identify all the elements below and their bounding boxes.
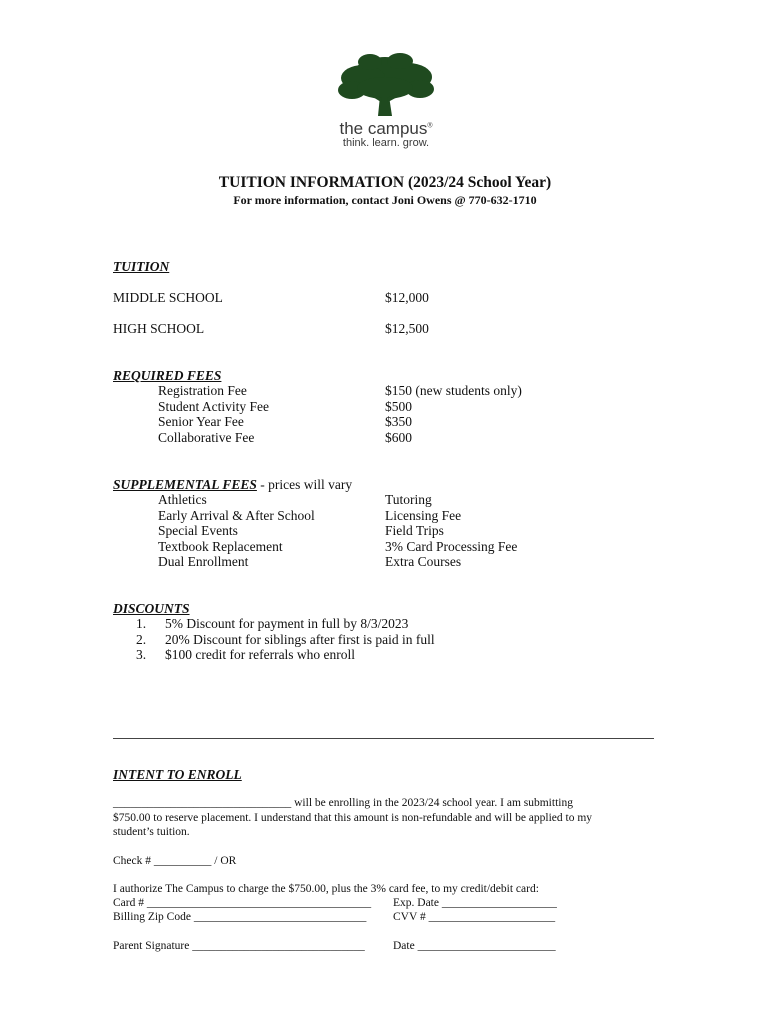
supplemental-item: Field Trips [385, 523, 444, 538]
intent-text: student’s tuition. [113, 826, 190, 838]
date-field[interactable]: Date ________________________ [393, 940, 556, 952]
fee-value: $350 [385, 414, 412, 429]
fee-label: Registration Fee [158, 383, 247, 398]
cvv-field[interactable]: CVV # ______________________ [393, 911, 556, 923]
oak-tree-icon [330, 52, 440, 118]
supplemental-fees-heading: SUPPLEMENTAL FEES [113, 477, 257, 492]
fee-label: Student Activity Fee [158, 399, 269, 414]
supplemental-item: Textbook Replacement [158, 539, 283, 554]
tuition-label: MIDDLE SCHOOL [113, 290, 223, 305]
supplemental-item: Dual Enrollment [158, 554, 249, 569]
fee-value: $500 [385, 399, 412, 414]
page-title: TUITION INFORMATION (2023/24 School Year) [218, 174, 552, 191]
tuition-heading: TUITION [113, 259, 170, 274]
authorize-text: I authorize The Campus to charge the $750.00, plus the 3% card fee, to my credit/debit card: [113, 883, 539, 895]
supplemental-item: 3% Card Processing Fee [385, 539, 518, 554]
campus-logo [330, 52, 440, 152]
supplemental-fees-header [113, 477, 352, 493]
required-fees-heading: REQUIRED FEES [113, 368, 222, 383]
parent-signature-field[interactable]: Parent Signature ______________________________ [113, 940, 365, 952]
discount-number: 2. [136, 632, 147, 647]
supplemental-item: Licensing Fee [385, 508, 462, 523]
registered-mark: ® [427, 122, 433, 130]
fee-value: $600 [385, 430, 412, 445]
supplemental-item: Early Arrival & After School [158, 508, 315, 523]
student-name-field[interactable]: _______________________________ will be enrolling in the 2023/24 school year. I am submitting [113, 797, 573, 809]
logo-tagline: think. learn. grow. [342, 137, 430, 149]
billing-zip-field[interactable]: Billing Zip Code ______________________________ [113, 911, 367, 923]
discount-number: 3. [136, 647, 147, 662]
exp-date-field[interactable]: Exp. Date ____________________ [393, 897, 557, 909]
logo-name: the campus [339, 119, 428, 138]
discounts-heading: DISCOUNTS [113, 601, 190, 616]
supplemental-item: Extra Courses [385, 554, 462, 569]
supplemental-item: Tutoring [385, 492, 432, 507]
fee-value: $150 (new students only) [385, 383, 522, 398]
check-number-field[interactable]: Check # __________ / OR [113, 855, 237, 867]
discount-number: 1. [136, 616, 147, 631]
discount-text: 20% Discount for siblings after first is paid in full [165, 632, 435, 647]
section-divider [113, 738, 654, 739]
contact-line: For more information, contact Joni Owens @ 770-632-1710 [233, 193, 537, 207]
supplemental-item: Special Events [158, 523, 238, 538]
intent-heading: INTENT TO ENROLL [113, 767, 242, 782]
tuition-value: $12,500 [385, 321, 429, 336]
fee-label: Collaborative Fee [158, 430, 255, 445]
discount-text: $100 credit for referrals who enroll [165, 647, 356, 662]
supplemental-fees-note: - prices will vary [256, 477, 353, 492]
tuition-label: HIGH SCHOOL [113, 321, 205, 336]
card-number-field[interactable]: Card # _______________________________________ [113, 897, 372, 909]
supplemental-item: Athletics [158, 492, 207, 507]
discount-text: 5% Discount for payment in full by 8/3/2023 [165, 616, 409, 631]
tuition-value: $12,000 [385, 290, 429, 305]
fee-label: Senior Year Fee [158, 414, 244, 429]
intent-text: $750.00 to reserve placement. I understand that this amount is non-refundable and will be applied to my [113, 812, 593, 824]
